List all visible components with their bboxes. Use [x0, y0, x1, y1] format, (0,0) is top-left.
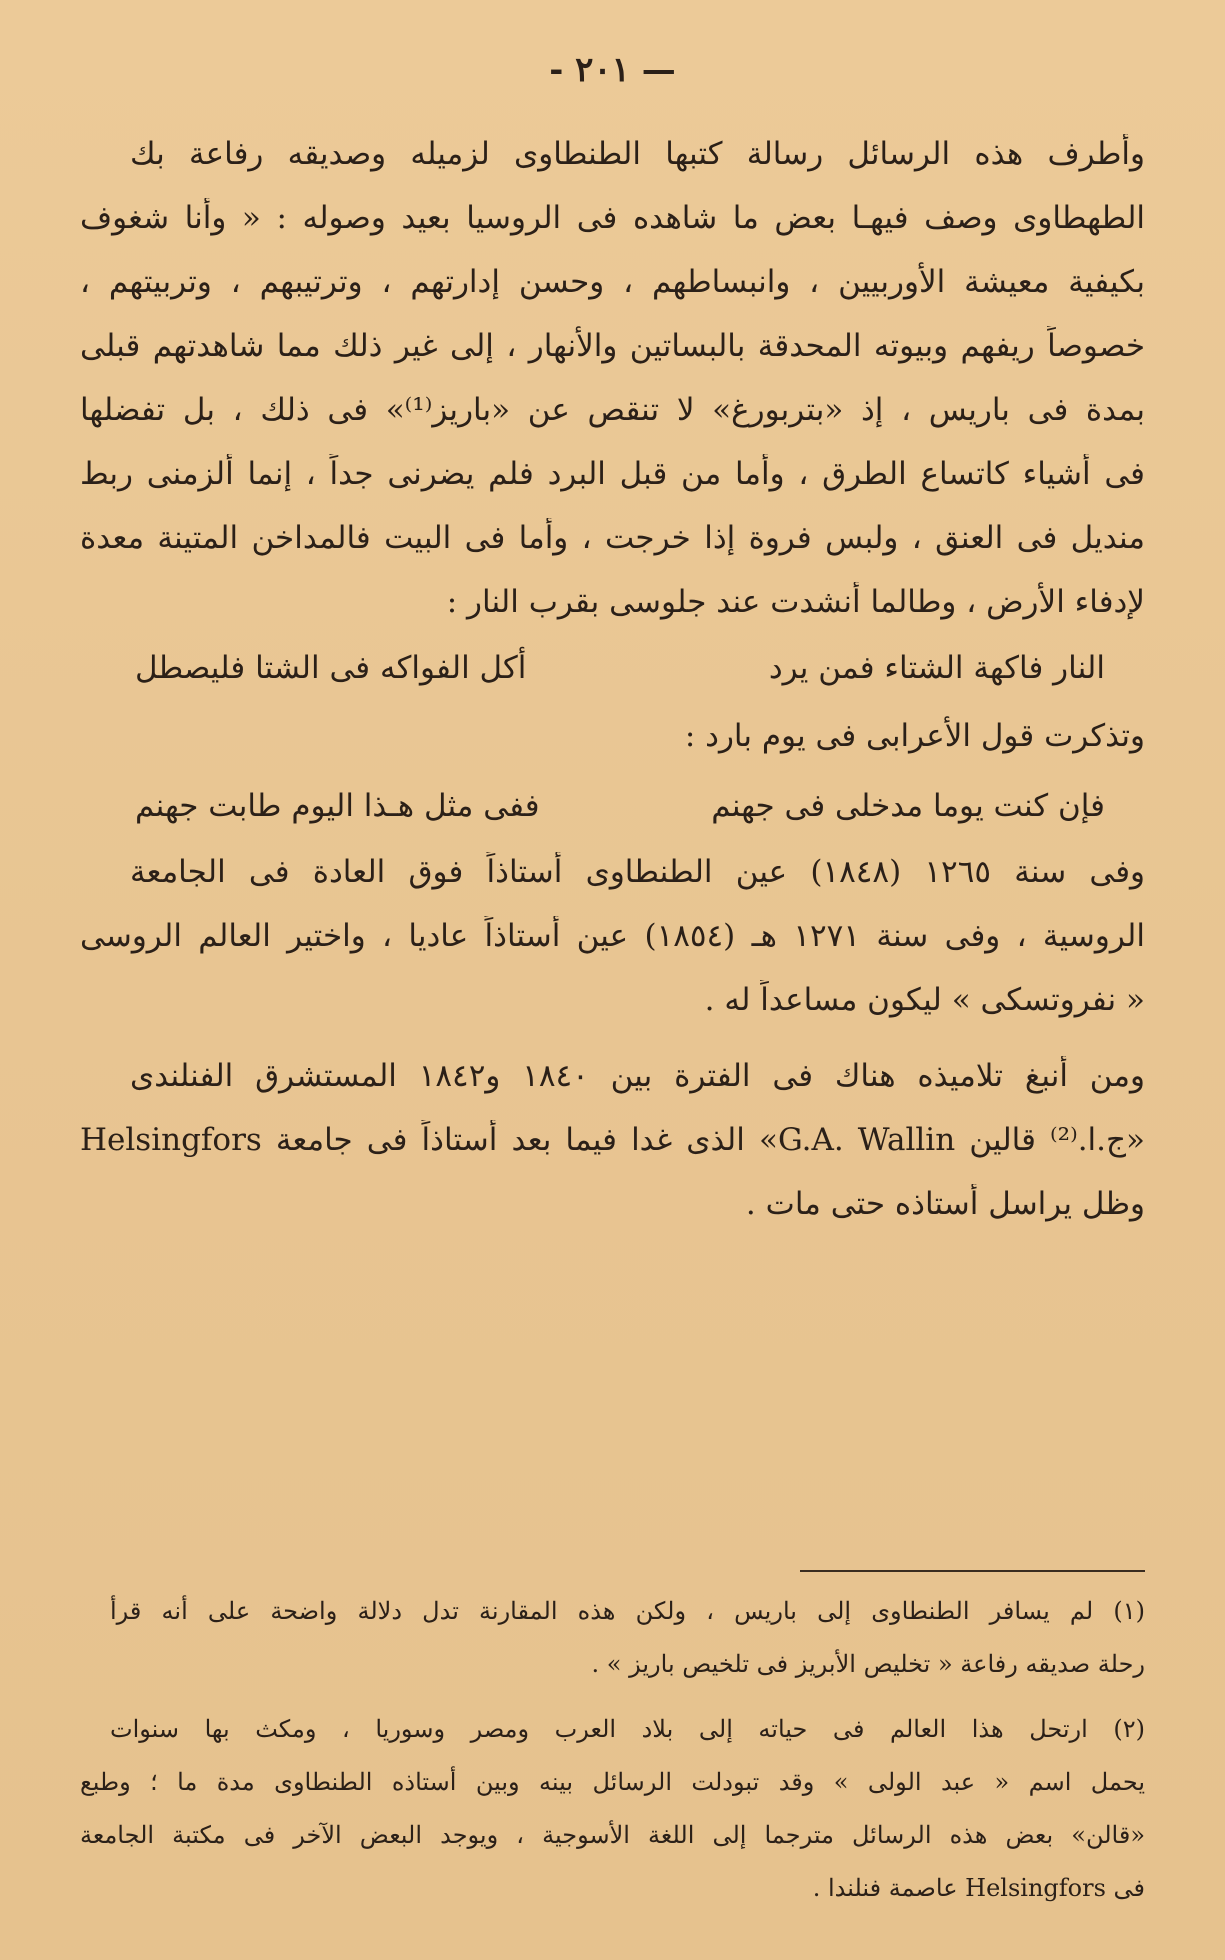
- body-line: وتذكرت قول الأعرابى فى يوم بارد :: [684, 718, 1145, 754]
- footnote-separator: [800, 1570, 1145, 1572]
- body-line: وفى سنة ١٢٦٥ (١٨٤٨) عين الطنطاوى أستاذاً فوق العادة فى الجامعة: [130, 854, 1145, 890]
- body-line: « نفروتسكى » ليكون مساعداً له .: [704, 982, 1145, 1018]
- body-line: منديل فى العنق ، ولبس فروة إذا خرجت ، وأما فى البيت فالمداخن المتينة معدة: [80, 520, 1145, 556]
- body-line: «ج.ا.⁽²⁾ قالين G.A. Wallin» الذى غدا فيما بعد أستاذاً فى جامعة Helsingfors: [80, 1122, 1145, 1158]
- body-line: وظل يراسل أستاذه حتى مات .: [745, 1186, 1145, 1222]
- footnote-line: (١) لم يسافر الطنطاوى إلى باريس ، ولكن هذه المقارنة تدل دلالة واضحة على أنه قرأ: [110, 1597, 1145, 1625]
- body-line: بمدة فى باريس ، إذ «بتربورغ» لا تنقص عن «باريز⁽¹⁾» فى ذلك ، بل تفضلها: [80, 392, 1145, 428]
- footnote-line: «قالن» بعض هذه الرسائل مترجما إلى اللغة الأسوجية ، ويوجد البعض الآخر فى مكتبة الجامعة: [80, 1821, 1145, 1849]
- verse-hemistich-second: أكل الفواكه فى الشتا فليصطل: [135, 650, 527, 686]
- body-line: بكيفية معيشة الأوربيين ، وانبساطهم ، وحسن إدارتهم ، وترتيبهم ، وتربيتهم ،: [80, 264, 1145, 300]
- body-line: وأطرف هذه الرسائل رسالة كتبها الطنطاوى لزميله وصديقه رفاعة بك: [130, 136, 1145, 172]
- footnote-line: رحلة صديقه رفاعة « تخليص الأبريز فى تلخيص باريز » .: [591, 1650, 1145, 1678]
- page-number: — ٢٠١ -: [549, 50, 676, 90]
- verse-hemistich-first: النار فاكهة الشتاء فمن يرد: [768, 650, 1105, 686]
- footnote-line: يحمل اسم « عبد الولى » وقد تبودلت الرسائل بينه وبين أستاذه الطنطاوى مدة ما ؛ وطبع: [80, 1768, 1145, 1796]
- verse-hemistich-second: ففى مثل هـذا اليوم طابت جهنم: [135, 788, 540, 824]
- body-line: لإدفاء الأرض ، وطالما أنشدت عند جلوسى بقرب النار :: [446, 584, 1145, 620]
- body-line: خصوصاً ريفهم وبيوته المحدقة بالبساتين والأنهار ، إلى غير ذلك مما شاهدتهم قبلى: [80, 328, 1145, 364]
- footnote-line: (٢) ارتحل هذا العالم فى حياته إلى بلاد العرب ومصر وسوريا ، ومكث بها سنوات: [110, 1715, 1145, 1743]
- body-line: فى أشياء كاتساع الطرق ، وأما من قبل البرد فلم يضرنى جداً ، إنما ألزمنى ربط: [80, 456, 1145, 492]
- body-line: ومن أنبغ تلاميذه هناك فى الفترة بين ١٨٤٠ و١٨٤٢ المستشرق الفنلندى: [130, 1058, 1145, 1094]
- body-line: الروسية ، وفى سنة ١٢٧١ هـ (١٨٥٤) عين أستاذاً عاديا ، واختير العالم الروسى: [80, 918, 1145, 954]
- footnote-line: فى Helsingfors عاصمة فنلندا .: [812, 1874, 1145, 1902]
- verse-hemistich-first: فإن كنت يوما مدخلى فى جهنم: [711, 788, 1105, 824]
- body-line: الطهطاوى وصف فيهـا بعض ما شاهده فى الروسيا بعيد وصوله : « وأنا شغوف: [80, 200, 1145, 236]
